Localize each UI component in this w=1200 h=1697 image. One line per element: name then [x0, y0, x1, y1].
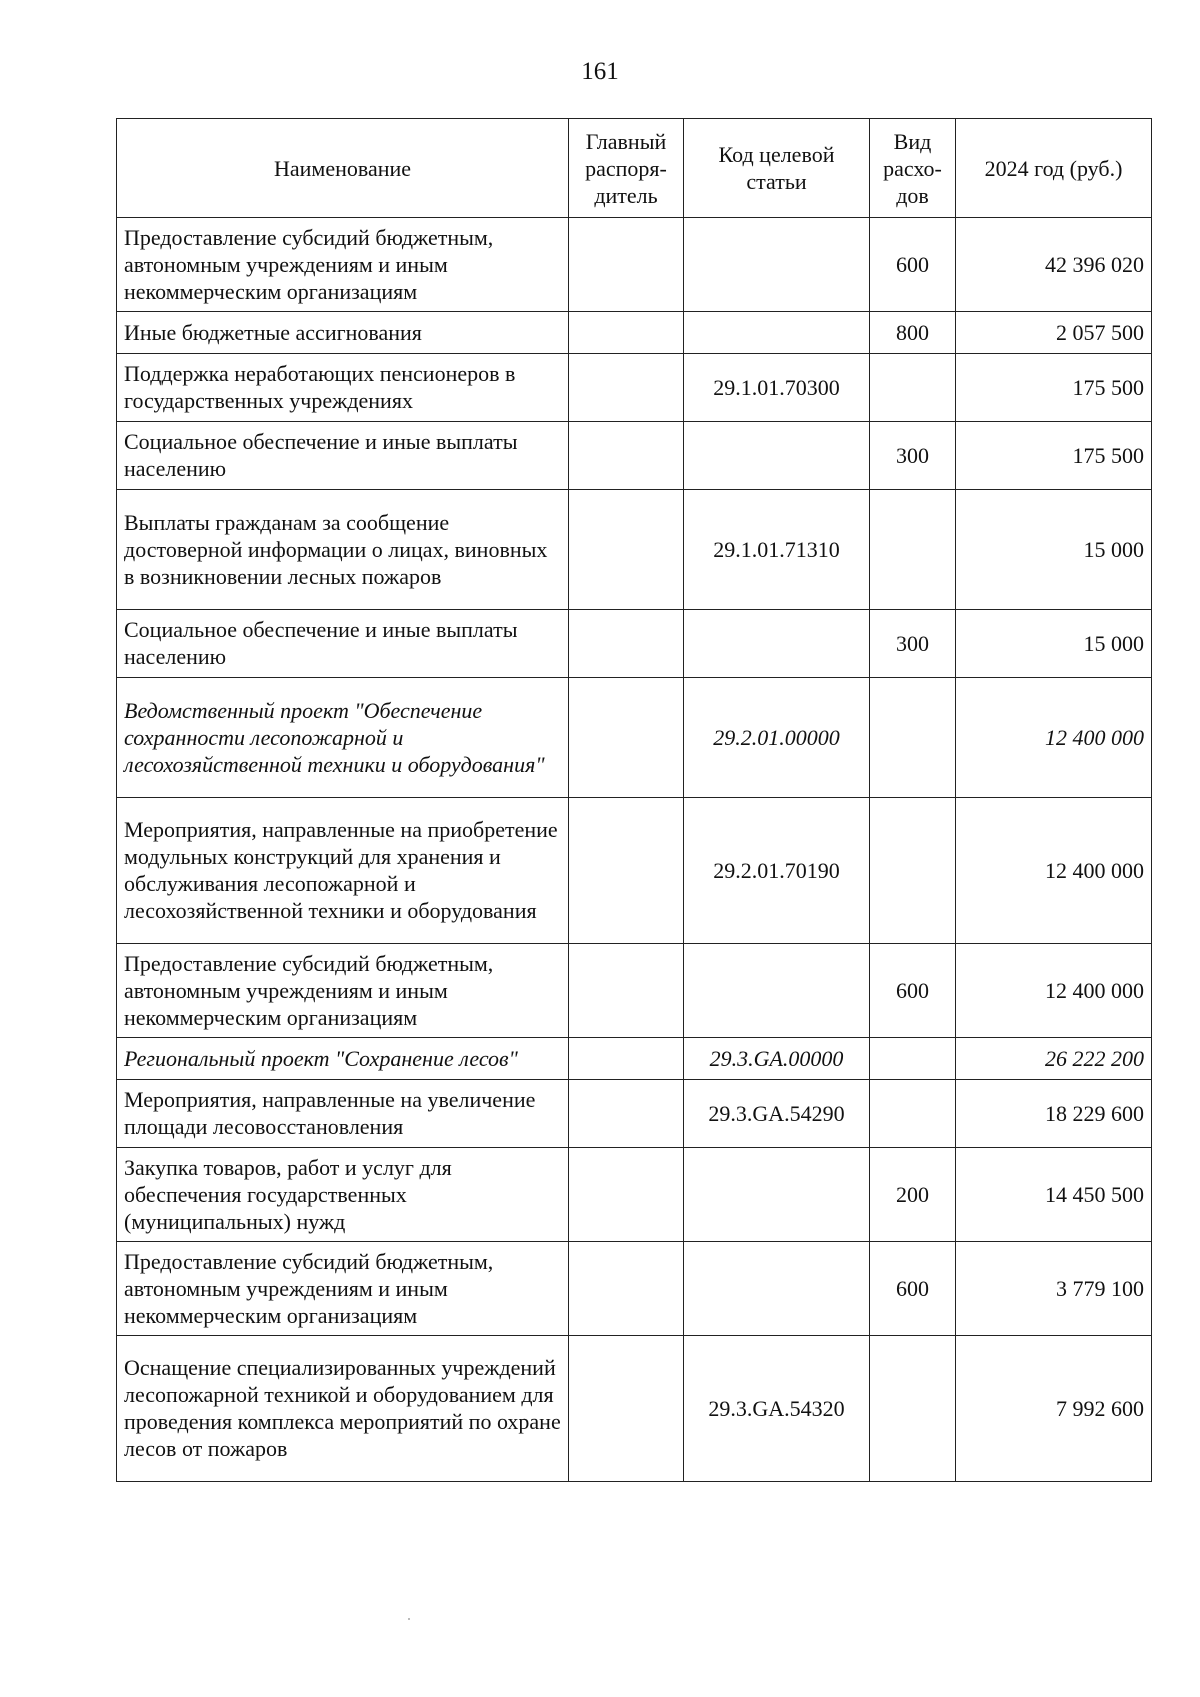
row-code-cell — [684, 1242, 870, 1336]
row-type-cell: 600 — [870, 1242, 956, 1336]
row-type-cell: 300 — [870, 422, 956, 490]
table-row — [117, 422, 1152, 490]
header-type: Вид расхо-дов — [870, 119, 956, 218]
row-admin-cell — [569, 678, 684, 798]
row-name-cell: Поддержка неработающих пенсионеров в государственных учреждениях — [117, 354, 569, 422]
header-sum: 2024 год (руб.) — [956, 119, 1152, 218]
row-sum-cell: 12 400 000 — [956, 944, 1152, 1038]
row-code-cell — [684, 944, 870, 1038]
row-name-cell: Иные бюджетные ассигнования — [117, 312, 569, 354]
row-admin-cell — [569, 1148, 684, 1242]
row-admin-cell — [569, 1038, 684, 1080]
row-code-cell: 29.2.01.70190 — [684, 798, 870, 944]
table-row — [117, 798, 1152, 944]
table-row — [117, 1242, 1152, 1336]
table-row — [117, 610, 1152, 678]
table-row — [117, 1148, 1152, 1242]
row-type-cell — [870, 798, 956, 944]
row-code-cell: 29.1.01.70300 — [684, 354, 870, 422]
row-sum-cell: 175 500 — [956, 422, 1152, 490]
row-sum-cell: 15 000 — [956, 490, 1152, 610]
row-code-cell — [684, 312, 870, 354]
row-sum-cell: 7 992 600 — [956, 1336, 1152, 1482]
table-row — [117, 218, 1152, 312]
row-sum-cell: 18 229 600 — [956, 1080, 1152, 1148]
row-type-cell — [870, 1080, 956, 1148]
row-admin-cell — [569, 354, 684, 422]
row-code-cell: 29.3.GA.54290 — [684, 1080, 870, 1148]
header-admin: Главный распоря-дитель — [569, 119, 684, 218]
row-type-cell — [870, 490, 956, 610]
row-sum-cell: 12 400 000 — [956, 678, 1152, 798]
row-type-cell: 200 — [870, 1148, 956, 1242]
row-sum-cell: 42 396 020 — [956, 218, 1152, 312]
budget-table — [116, 118, 1152, 1482]
table-row — [117, 1336, 1152, 1482]
row-sum-cell: 2 057 500 — [956, 312, 1152, 354]
row-type-cell — [870, 1336, 956, 1482]
row-type-cell — [870, 678, 956, 798]
row-code-cell — [684, 1148, 870, 1242]
table-row — [117, 312, 1152, 354]
row-code-cell — [684, 610, 870, 678]
row-name-cell: Социальное обеспечение и иные выплаты населению — [117, 610, 569, 678]
table-row — [117, 1080, 1152, 1148]
row-admin-cell — [569, 422, 684, 490]
row-name-cell: Предоставление субсидий бюджетным, автономным учреждениям и иным некоммерческим организациям — [117, 1242, 569, 1336]
table-header-row — [117, 119, 1152, 218]
page-number: 161 — [581, 58, 619, 85]
row-name-cell: Выплаты гражданам за сообщение достоверной информации о лицах, виновных в возникновении лесных пожаров — [117, 490, 569, 610]
row-type-cell — [870, 1038, 956, 1080]
row-admin-cell — [569, 1080, 684, 1148]
row-sum-cell: 12 400 000 — [956, 798, 1152, 944]
row-code-cell: 29.1.01.71310 — [684, 490, 870, 610]
row-code-cell — [684, 218, 870, 312]
table-body — [117, 218, 1152, 1482]
row-admin-cell — [569, 490, 684, 610]
table-row — [117, 1038, 1152, 1080]
row-type-cell: 800 — [870, 312, 956, 354]
row-name-cell: Региональный проект "Сохранение лесов" — [117, 1038, 569, 1080]
scan-speck — [408, 1618, 410, 1620]
row-sum-cell: 15 000 — [956, 610, 1152, 678]
row-name-cell: Предоставление субсидий бюджетным, автономным учреждениям и иным некоммерческим организациям — [117, 218, 569, 312]
header-code: Код целевой статьи — [684, 119, 870, 218]
row-sum-cell: 14 450 500 — [956, 1148, 1152, 1242]
row-type-cell: 600 — [870, 218, 956, 312]
row-name-cell: Мероприятия, направленные на увеличение площади лесовосстановления — [117, 1080, 569, 1148]
table-row — [117, 354, 1152, 422]
row-type-cell: 600 — [870, 944, 956, 1038]
row-name-cell: Мероприятия, направленные на приобретение модульных конструкций для хранения и обслуживания лесопожарной и лесохозяйственной техники и оборудования — [117, 798, 569, 944]
row-sum-cell: 3 779 100 — [956, 1242, 1152, 1336]
row-type-cell: 300 — [870, 610, 956, 678]
row-admin-cell — [569, 944, 684, 1038]
row-code-cell: 29.3.GA.54320 — [684, 1336, 870, 1482]
row-name-cell: Ведомственный проект "Обеспечение сохранности лесопожарной и лесохозяйственной техники и оборудования" — [117, 678, 569, 798]
row-code-cell: 29.3.GA.00000 — [684, 1038, 870, 1080]
header-name: Наименование — [117, 119, 569, 218]
row-code-cell: 29.2.01.00000 — [684, 678, 870, 798]
table-row — [117, 944, 1152, 1038]
row-name-cell: Закупка товаров, работ и услуг для обеспечения государственных (муниципальных) нужд — [117, 1148, 569, 1242]
row-sum-cell: 175 500 — [956, 354, 1152, 422]
table-row — [117, 490, 1152, 610]
row-code-cell — [684, 422, 870, 490]
row-admin-cell — [569, 610, 684, 678]
row-name-cell: Предоставление субсидий бюджетным, автономным учреждениям и иным некоммерческим организациям — [117, 944, 569, 1038]
row-type-cell — [870, 354, 956, 422]
row-name-cell: Оснащение специализированных учреждений лесопожарной техникой и оборудованием для проведения комплекса мероприятий по охране лесов от пожаров — [117, 1336, 569, 1482]
row-admin-cell — [569, 1242, 684, 1336]
row-admin-cell — [569, 312, 684, 354]
table-row — [117, 678, 1152, 798]
row-sum-cell: 26 222 200 — [956, 1038, 1152, 1080]
row-admin-cell — [569, 218, 684, 312]
row-name-cell: Социальное обеспечение и иные выплаты населению — [117, 422, 569, 490]
row-admin-cell — [569, 798, 684, 944]
row-admin-cell — [569, 1336, 684, 1482]
